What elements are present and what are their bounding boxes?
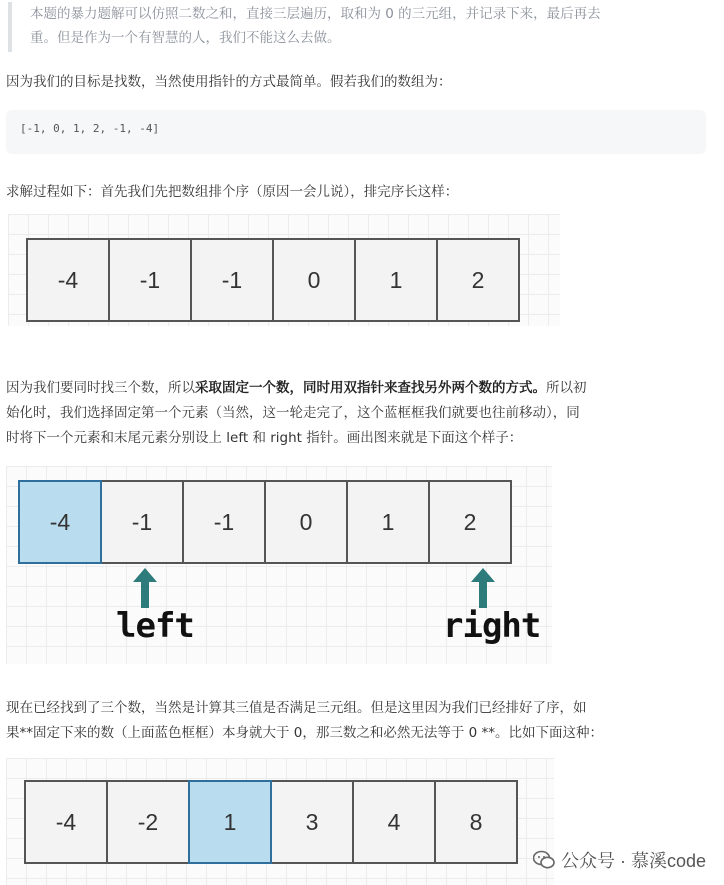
array-cell: 4 [352,780,436,864]
array-cell: -1 [108,238,192,322]
intro-quote-line2: 重。但是作为一个有智慧的人，我们不能这么去做。 [30,30,341,46]
pointer-array [18,480,512,564]
right-pointer-arrow-icon [470,566,496,610]
array-cell: -4 [24,780,108,864]
para-method-line2: 始化时，我们选择固定第一个元素（当然，这一轮走完了，这个蓝框框我们就要也往前移动），同 [6,405,580,421]
para-method-line1-end: 所以初 [546,380,587,396]
para-check [6,696,706,746]
left-pointer-arrow-icon [132,566,158,610]
para-steps: 求解过程如下：首先我们先把数组排个序（原因一会儿说），排完序长这样： [6,184,459,200]
array-cell: -4 [26,238,110,322]
watermark [533,847,706,873]
watermark-text: 公众号 · 慕溪code [560,851,706,871]
para-check-line2: 果**固定下来的数（上面蓝色框框）本身就大于 0，那三数之和必然无法等于 0 **。比如下面这种： [6,725,604,741]
intro-quote-line1: 本题的暴力题解可以仿照二数之和，直接三层遍历，取和为 0 的三元组，并记录下来，最后再去 [30,6,601,22]
array-cell: 0 [264,480,348,564]
para-method-line1 [6,376,706,401]
fixed-cell: 1 [188,780,272,864]
array-cell: -1 [182,480,266,564]
para-goal: 因为我们的目标是找数，当然使用指针的方式最简单。假若我们的数组为： [6,74,452,90]
example-array [24,780,518,864]
para-method [6,376,706,451]
array-cell: 0 [272,238,356,322]
para-check-line1: 现在已经找到了三个数，当然是计算其三值是否满足三元组。但是这里因为我们已经排好了序，如 [6,700,587,716]
intro-quote [8,2,708,52]
sorted-array-figure [8,214,560,326]
code-block [6,110,706,154]
array-cell: 1 [346,480,430,564]
array-cell: -1 [190,238,274,322]
array-cell: 2 [428,480,512,564]
array-cell: -2 [106,780,190,864]
array-cell: 2 [436,238,520,322]
para-method-line1-text: 因为我们要同时找三个数，所以 [6,380,195,396]
array-cell: -1 [100,480,184,564]
pointer-figure [6,466,552,664]
wechat-icon [533,850,555,870]
array-cell: 1 [354,238,438,322]
code-array: [-1, 0, 1, 2, -1, -4] [20,122,160,135]
left-pointer-label: left [116,606,194,646]
example-figure [6,758,554,885]
fixed-cell: -4 [18,480,102,564]
para-method-bold: 采取固定一个数，同时用双指针来查找另外两个数的方式。 [195,380,546,396]
array-cell: 3 [270,780,354,864]
array-cell: 8 [434,780,518,864]
para-method-line3: 时将下一个元素和末尾元素分别设上 left 和 right 指针。画出图来就是下面这个样子： [6,430,523,446]
sorted-array [26,238,520,322]
right-pointer-label: right [443,606,541,646]
